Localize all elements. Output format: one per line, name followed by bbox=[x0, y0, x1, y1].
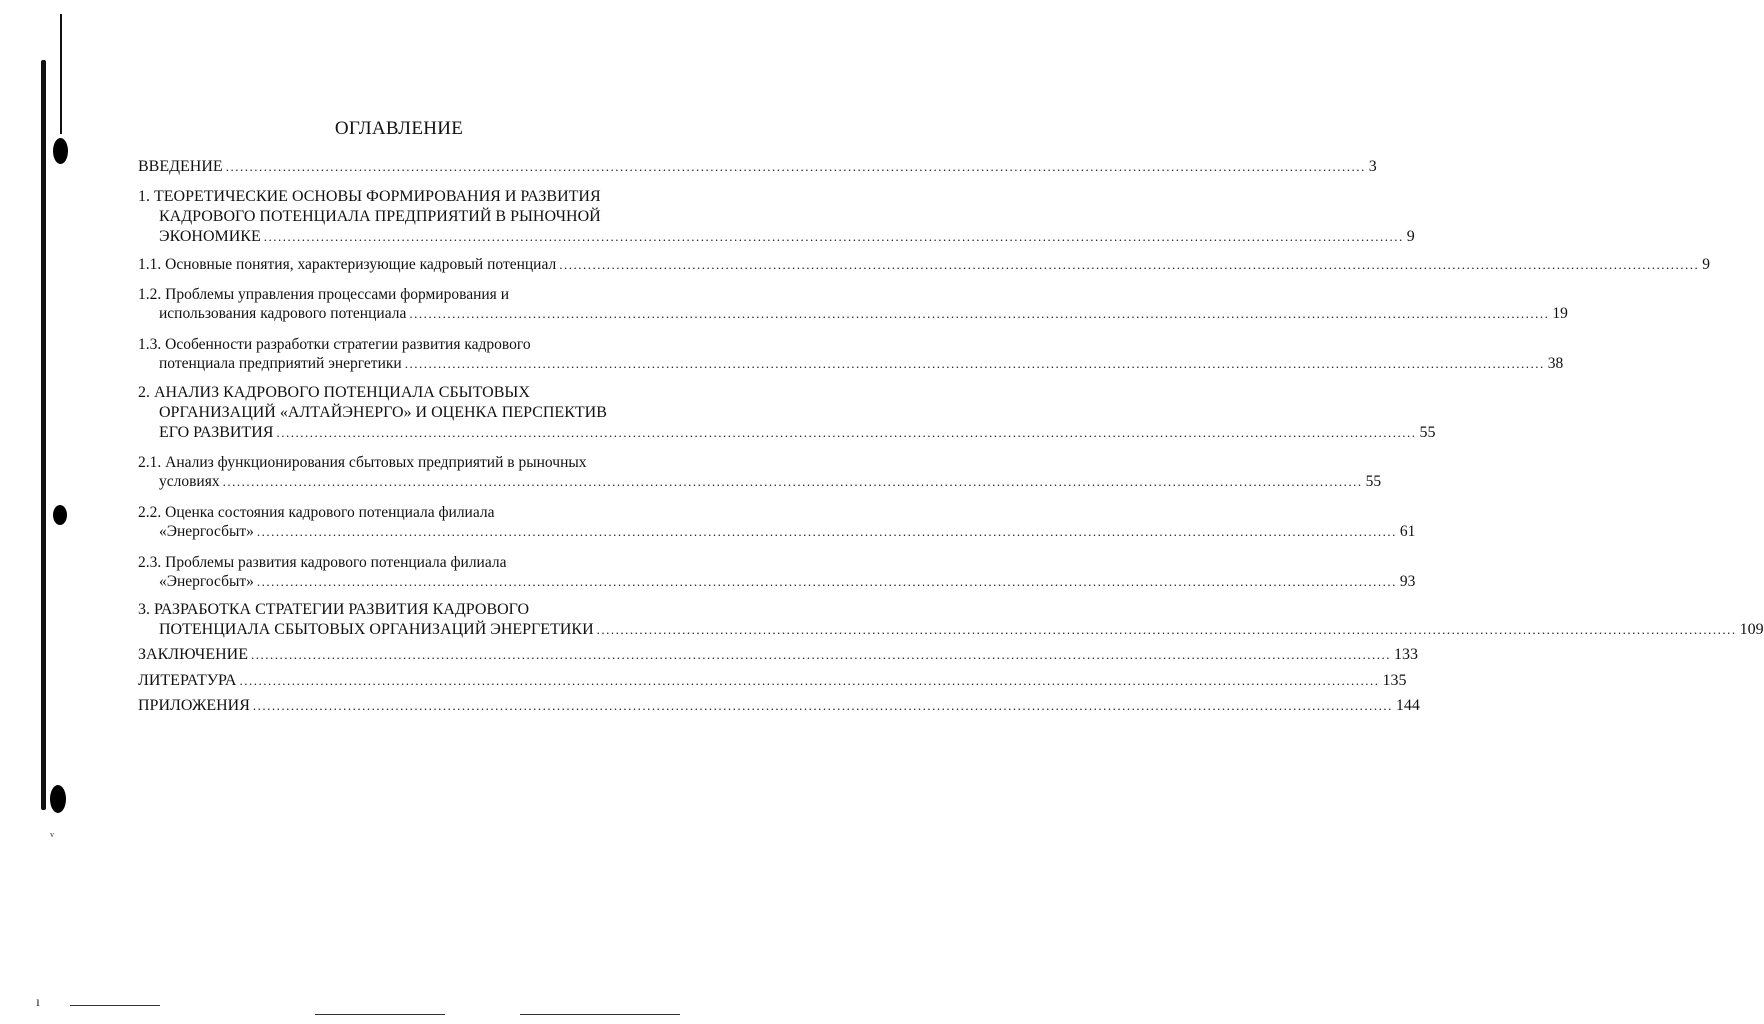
toc-entry-title-cont: ОРГАНИЗАЦИЙ «АЛТАЙЭНЕРГО» И ОЦЕНКА ПЕРСПЕКТИВ bbox=[159, 404, 607, 421]
toc-entry-title-cont: «Энергосбыт» bbox=[159, 573, 254, 590]
toc-entry-title: ПРИЛОЖЕНИЯ bbox=[138, 697, 250, 714]
toc-page-number: 61 bbox=[1399, 523, 1416, 540]
toc-page-number: 9 bbox=[1406, 228, 1415, 245]
toc-entry-section-2-1[interactable] bbox=[138, 453, 1382, 491]
toc-leader-dots: ................................................................................................................................................................................................................................................ bbox=[252, 698, 1393, 713]
toc-entry-title: 2.1. Анализ функционирования сбытовых предприятий в рыночных bbox=[138, 454, 587, 471]
toc-entry-chapter-3[interactable] bbox=[138, 600, 1764, 640]
scan-hole-mark bbox=[50, 785, 66, 813]
toc-entry-section-1-3[interactable] bbox=[138, 335, 1564, 373]
toc-entry-title: 2.3. Проблемы развития кадрового потенциала филиала bbox=[138, 554, 507, 571]
scan-artifact-line bbox=[315, 1014, 445, 1015]
scan-hole-mark bbox=[53, 138, 68, 164]
scan-artifact-mark: ᵛ bbox=[50, 830, 55, 845]
toc-page-number: 19 bbox=[1552, 305, 1568, 322]
toc-leader-dots: ................................................................................................................................................................................................................................................ bbox=[256, 524, 1397, 539]
toc-leader-dots: ................................................................................................................................................................................................................................................ bbox=[263, 229, 1404, 244]
toc-page-number: 93 bbox=[1399, 573, 1416, 590]
toc-entry-conclusion[interactable] bbox=[138, 645, 1418, 665]
toc-entry-title: 3. РАЗРАБОТКА СТРАТЕГИИ РАЗВИТИЯ КАДРОВОГО bbox=[138, 601, 530, 618]
toc-entry-introduction[interactable] bbox=[138, 157, 1377, 177]
toc-entry-title-cont: условиях bbox=[159, 473, 220, 490]
toc-entry-literature[interactable] bbox=[138, 671, 1407, 691]
toc-title: ОГЛАВЛЕНИЕ bbox=[334, 118, 464, 139]
toc-leader-dots: ................................................................................................................................................................................................................................................ bbox=[276, 425, 1417, 440]
toc-entry-title-cont: ЭКОНОМИКЕ bbox=[159, 228, 261, 245]
toc-entry-title: ЗАКЛЮЧЕНИЕ bbox=[138, 646, 248, 663]
toc-leader-dots: ................................................................................................................................................................................................................................................ bbox=[239, 673, 1380, 688]
toc-entry-title-cont: КАДРОВОГО ПОТЕНЦИАЛА ПРЕДПРИЯТИЙ В РЫНОЧНОЙ bbox=[159, 208, 601, 225]
toc-entry-appendices[interactable] bbox=[138, 696, 1420, 716]
scan-artifact-line bbox=[520, 1014, 680, 1015]
table-of-contents bbox=[138, 152, 1764, 714]
toc-leader-dots: ................................................................................................................................................................................................................................................ bbox=[559, 257, 1700, 272]
toc-entry-chapter-2[interactable] bbox=[138, 383, 1436, 443]
toc-entry-title: 1.3. Особенности разработки стратегии развития кадрового bbox=[138, 336, 531, 353]
toc-leader-dots: ................................................................................................................................................................................................................................................ bbox=[409, 306, 1550, 321]
toc-leader-dots: ................................................................................................................................................................................................................................................ bbox=[596, 622, 1737, 637]
toc-page-number: 55 bbox=[1365, 473, 1382, 490]
toc-entry-title: ВВЕДЕНИЕ bbox=[138, 158, 223, 175]
toc-leader-dots: ................................................................................................................................................................................................................................................ bbox=[225, 159, 1366, 174]
toc-entry-title-cont: ЕГО РАЗВИТИЯ bbox=[159, 424, 274, 441]
toc-entry-title-cont: «Энергосбыт» bbox=[159, 523, 254, 540]
toc-leader-dots: ................................................................................................................................................................................................................................................ bbox=[250, 647, 1391, 662]
toc-entry-title: 2.2. Оценка состояния кадрового потенциала филиала bbox=[138, 504, 495, 521]
toc-page-number: 3 bbox=[1368, 158, 1377, 175]
toc-page-number: 133 bbox=[1393, 646, 1418, 663]
toc-entry-title: ЛИТЕРАТУРА bbox=[138, 672, 237, 689]
toc-page-number: 109 bbox=[1739, 621, 1764, 638]
toc-leader-dots: ................................................................................................................................................................................................................................................ bbox=[222, 474, 1363, 489]
scan-artifact-mark: ı bbox=[36, 995, 40, 1010]
toc-entry-title-cont: потенциала предприятий энергетики bbox=[159, 355, 402, 372]
toc-entry-title-cont: использования кадрового потенциала bbox=[159, 305, 407, 322]
toc-entry-section-2-2[interactable] bbox=[138, 503, 1416, 541]
toc-entry-chapter-1[interactable] bbox=[138, 187, 1415, 247]
toc-entry-section-1-2[interactable] bbox=[138, 285, 1568, 323]
scan-binding-edge bbox=[41, 60, 46, 810]
toc-page-number: 38 bbox=[1547, 355, 1564, 372]
toc-page-number: 9 bbox=[1702, 256, 1710, 273]
toc-page-number: 144 bbox=[1395, 697, 1420, 714]
toc-entry-title: 2. АНАЛИЗ КАДРОВОГО ПОТЕНЦИАЛА СБЫТОВЫХ bbox=[138, 384, 530, 401]
scan-hole-mark bbox=[53, 505, 67, 525]
toc-leader-dots: ................................................................................................................................................................................................................................................ bbox=[256, 574, 1397, 589]
scan-binding-line bbox=[60, 14, 62, 134]
scan-artifact-line bbox=[70, 1005, 160, 1006]
toc-page-number: 135 bbox=[1382, 672, 1407, 689]
toc-leader-dots: ................................................................................................................................................................................................................................................ bbox=[404, 356, 1545, 371]
toc-entry-title: 1. ТЕОРЕТИЧЕСКИЕ ОСНОВЫ ФОРМИРОВАНИЯ И РАЗВИТИЯ bbox=[138, 188, 601, 205]
toc-entry-section-2-3[interactable] bbox=[138, 553, 1416, 591]
toc-page-number: 55 bbox=[1419, 424, 1436, 441]
toc-entry-title-cont: ПОТЕНЦИАЛА СБЫТОВЫХ ОРГАНИЗАЦИЙ ЭНЕРГЕТИКИ bbox=[159, 621, 594, 638]
toc-entry-title: 1.2. Проблемы управления процессами формирования и bbox=[138, 286, 509, 303]
toc-entry-title: 1.1. Основные понятия, характеризующие кадровый потенциал bbox=[138, 256, 557, 273]
toc-entry-section-1-1[interactable] bbox=[138, 255, 1710, 274]
